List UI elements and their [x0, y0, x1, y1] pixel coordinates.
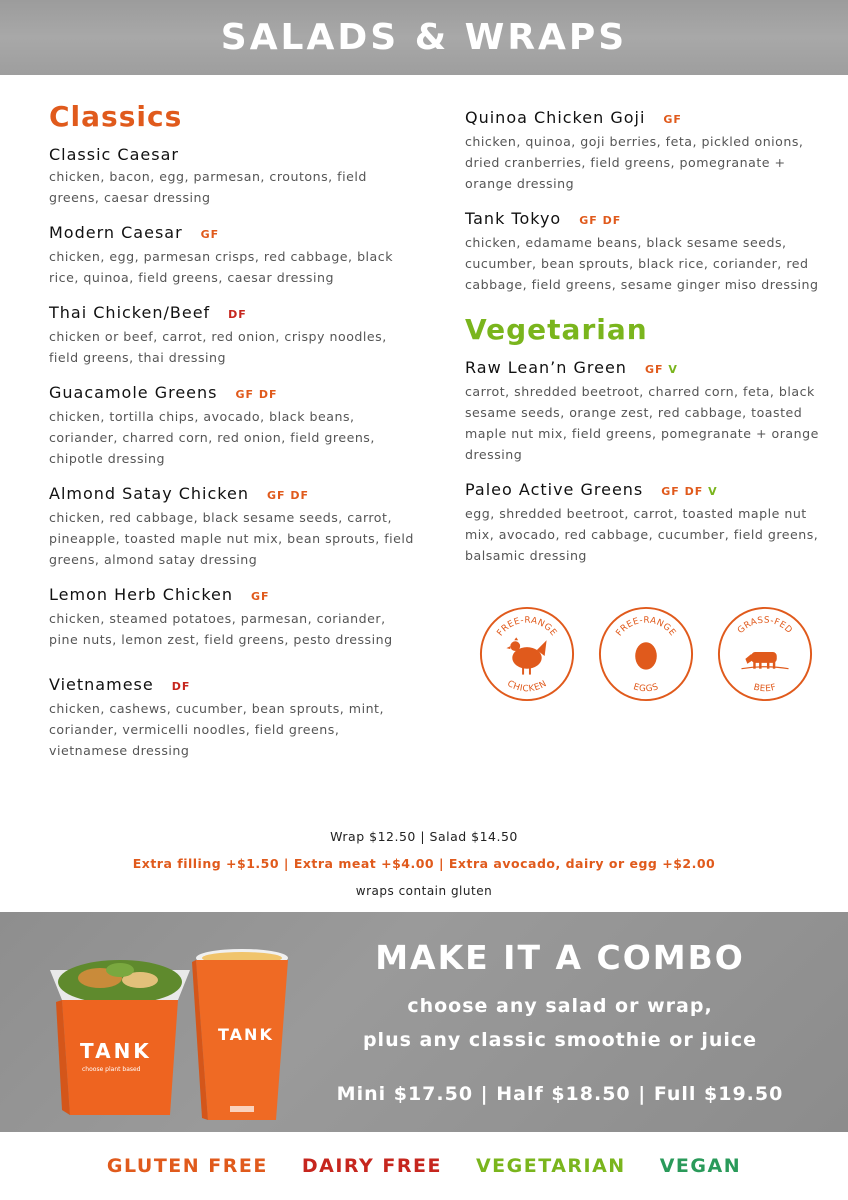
salad-box-icon — [50, 960, 190, 1115]
item-desc: chicken, quinoa, goji berries, feta, pickled onions, dried cranberries, field greens, pomegranate + orange dressing — [465, 134, 804, 191]
chicken-icon — [506, 637, 546, 674]
svg-text:BEEF — [752, 683, 777, 695]
menu-item — [49, 383, 419, 469]
combo-title: MAKE IT A COMBO — [375, 938, 745, 977]
item-tags: DF — [228, 308, 247, 321]
page-title: SALADS & WRAPS — [220, 17, 628, 58]
badge-bottom-text: EGGS — [632, 682, 660, 695]
free-range-chicken-badge — [478, 605, 576, 703]
badge-top-text: FREE-RANGE — [614, 615, 678, 639]
legend-gluten-free: GLUTEN FREE — [106, 1155, 268, 1177]
item-name: Tank Tokyo — [465, 209, 562, 228]
menu-item — [465, 108, 825, 194]
free-range-eggs-badge — [597, 605, 695, 703]
box-brand-text: TANK — [80, 1039, 152, 1063]
item-tags: GF DF — [266, 489, 310, 502]
menu-item — [465, 209, 825, 295]
item-tags: DF — [171, 680, 191, 693]
item-name: Modern Caesar — [49, 223, 183, 242]
svg-text:FREE-RANGE — [614, 616, 677, 639]
item-desc: carrot, shredded beetroot, charred corn, feta, black sesame seeds, orange zest, red cabbage, toasted maple nut mix, field greens, pomegranate + orange dressing — [465, 384, 819, 462]
menu-item — [465, 358, 825, 465]
item-name: Raw Lean’n Green — [465, 358, 627, 377]
item-name: Paleo Active Greens — [465, 480, 644, 499]
item-tags: GF — [663, 113, 682, 126]
svg-text:TANK: TANK — [218, 1025, 274, 1044]
menu-item — [49, 223, 419, 288]
cow-icon — [741, 652, 788, 669]
legend-vegan: VEGAN — [659, 1155, 742, 1177]
menu-item — [49, 675, 419, 761]
badge-bottom-text: CHICKEN — [505, 678, 549, 695]
combo-product-image — [40, 930, 300, 1130]
classics-title: Classics — [49, 100, 183, 133]
item-tags: GF — [200, 228, 220, 241]
menu-item — [465, 480, 825, 566]
combo-prices: Mini $17.50 | Half $18.50 | Full $19.50 — [336, 1083, 784, 1105]
item-desc: chicken, red cabbage, black sesame seeds, carrot, pineapple, toasted maple nut mix, bean sprouts, field greens, almond satay dressing — [49, 510, 414, 567]
combo-subtitle-line1: choose any salad or wrap, — [407, 995, 713, 1017]
item-name: Thai Chicken/Beef — [49, 303, 211, 322]
item-name: Classic Caesar — [49, 145, 179, 164]
menu-item — [49, 484, 419, 570]
classics-column — [49, 100, 419, 776]
pricing-block — [0, 828, 848, 900]
item-tags: GF DF V — [661, 485, 718, 498]
item-name: Lemon Herb Chicken — [49, 585, 234, 604]
item-name: Quinoa Chicken Goji — [465, 108, 646, 127]
combo-subtitle-line2: plus any classic smoothie or juice — [362, 1029, 758, 1051]
smoothie-cup-icon — [192, 949, 288, 1120]
svg-text:EGGS — [632, 682, 660, 694]
menu-item — [49, 145, 419, 208]
item-tags: GF V — [644, 363, 678, 376]
badge-top-text: FREE-RANGE — [495, 615, 559, 639]
legend-dairy-free: DAIRY FREE — [301, 1155, 442, 1177]
base-prices: Wrap $12.50 | Salad $14.50 — [330, 829, 518, 844]
menu-item — [49, 585, 419, 650]
right-column — [465, 108, 825, 581]
badge-bottom-text: BEEF — [752, 682, 778, 695]
item-desc: chicken, cashews, cucumber, bean sprouts, mint, coriander, vermicelli noodles, field greens, vietnamese dressing — [49, 701, 384, 758]
menu-item — [49, 303, 419, 368]
item-name: Vietnamese — [49, 675, 154, 694]
item-desc: chicken, edamame beans, black sesame seeds, cucumber, bean sprouts, black rice, coriander, red cabbage, field greens, sesame ginger miso dressing — [465, 235, 819, 292]
combo-banner — [0, 912, 848, 1132]
item-name: Almond Satay Chicken — [49, 484, 249, 503]
dietary-legend — [0, 1132, 848, 1200]
svg-text:CHICKEN — [505, 679, 548, 694]
item-desc: chicken, steamed potatoes, parmesan, coriander, pine nuts, lemon zest, field greens, pesto dressing — [49, 611, 393, 647]
item-desc: chicken, bacon, egg, parmesan, croutons, field greens, caesar dressing — [49, 169, 367, 205]
item-desc: chicken, egg, parmesan crisps, red cabbage, black rice, quinoa, field greens, caesar dressing — [49, 249, 393, 285]
page-header — [0, 0, 848, 75]
item-name: Guacamole Greens — [49, 383, 218, 402]
gluten-note: wraps contain gluten — [355, 884, 493, 898]
item-tags: GF — [251, 590, 270, 603]
egg-icon — [635, 642, 657, 669]
svg-text:GRASS-FED — [736, 616, 794, 636]
svg-text:FREE-RANGE — [495, 616, 558, 639]
vegetarian-title: Vegetarian — [465, 313, 648, 346]
extra-prices: Extra filling +$1.50 | Extra meat +$4.00 | Extra avocado, dairy or egg +$2.00 — [132, 856, 716, 871]
item-desc: chicken, tortilla chips, avocado, black beans, coriander, charred corn, red onion, field greens, chipotle dressing — [49, 409, 375, 466]
item-tags: GF DF — [579, 214, 622, 227]
item-desc: egg, shredded beetroot, carrot, toasted maple nut mix, avocado, red cabbage, cucumber, field greens, balsamic dressing — [465, 506, 819, 563]
item-tags: GF DF — [235, 388, 278, 401]
box-tagline-text: choose plant based — [82, 1066, 141, 1073]
item-desc: chicken or beef, carrot, red onion, crispy noodles, field greens, thai dressing — [49, 329, 387, 365]
legend-vegetarian: VEGETARIAN — [475, 1155, 626, 1177]
grass-fed-beef-badge — [716, 605, 814, 703]
badge-top-text: GRASS-FED — [735, 615, 795, 636]
sourcing-badges — [478, 605, 814, 701]
